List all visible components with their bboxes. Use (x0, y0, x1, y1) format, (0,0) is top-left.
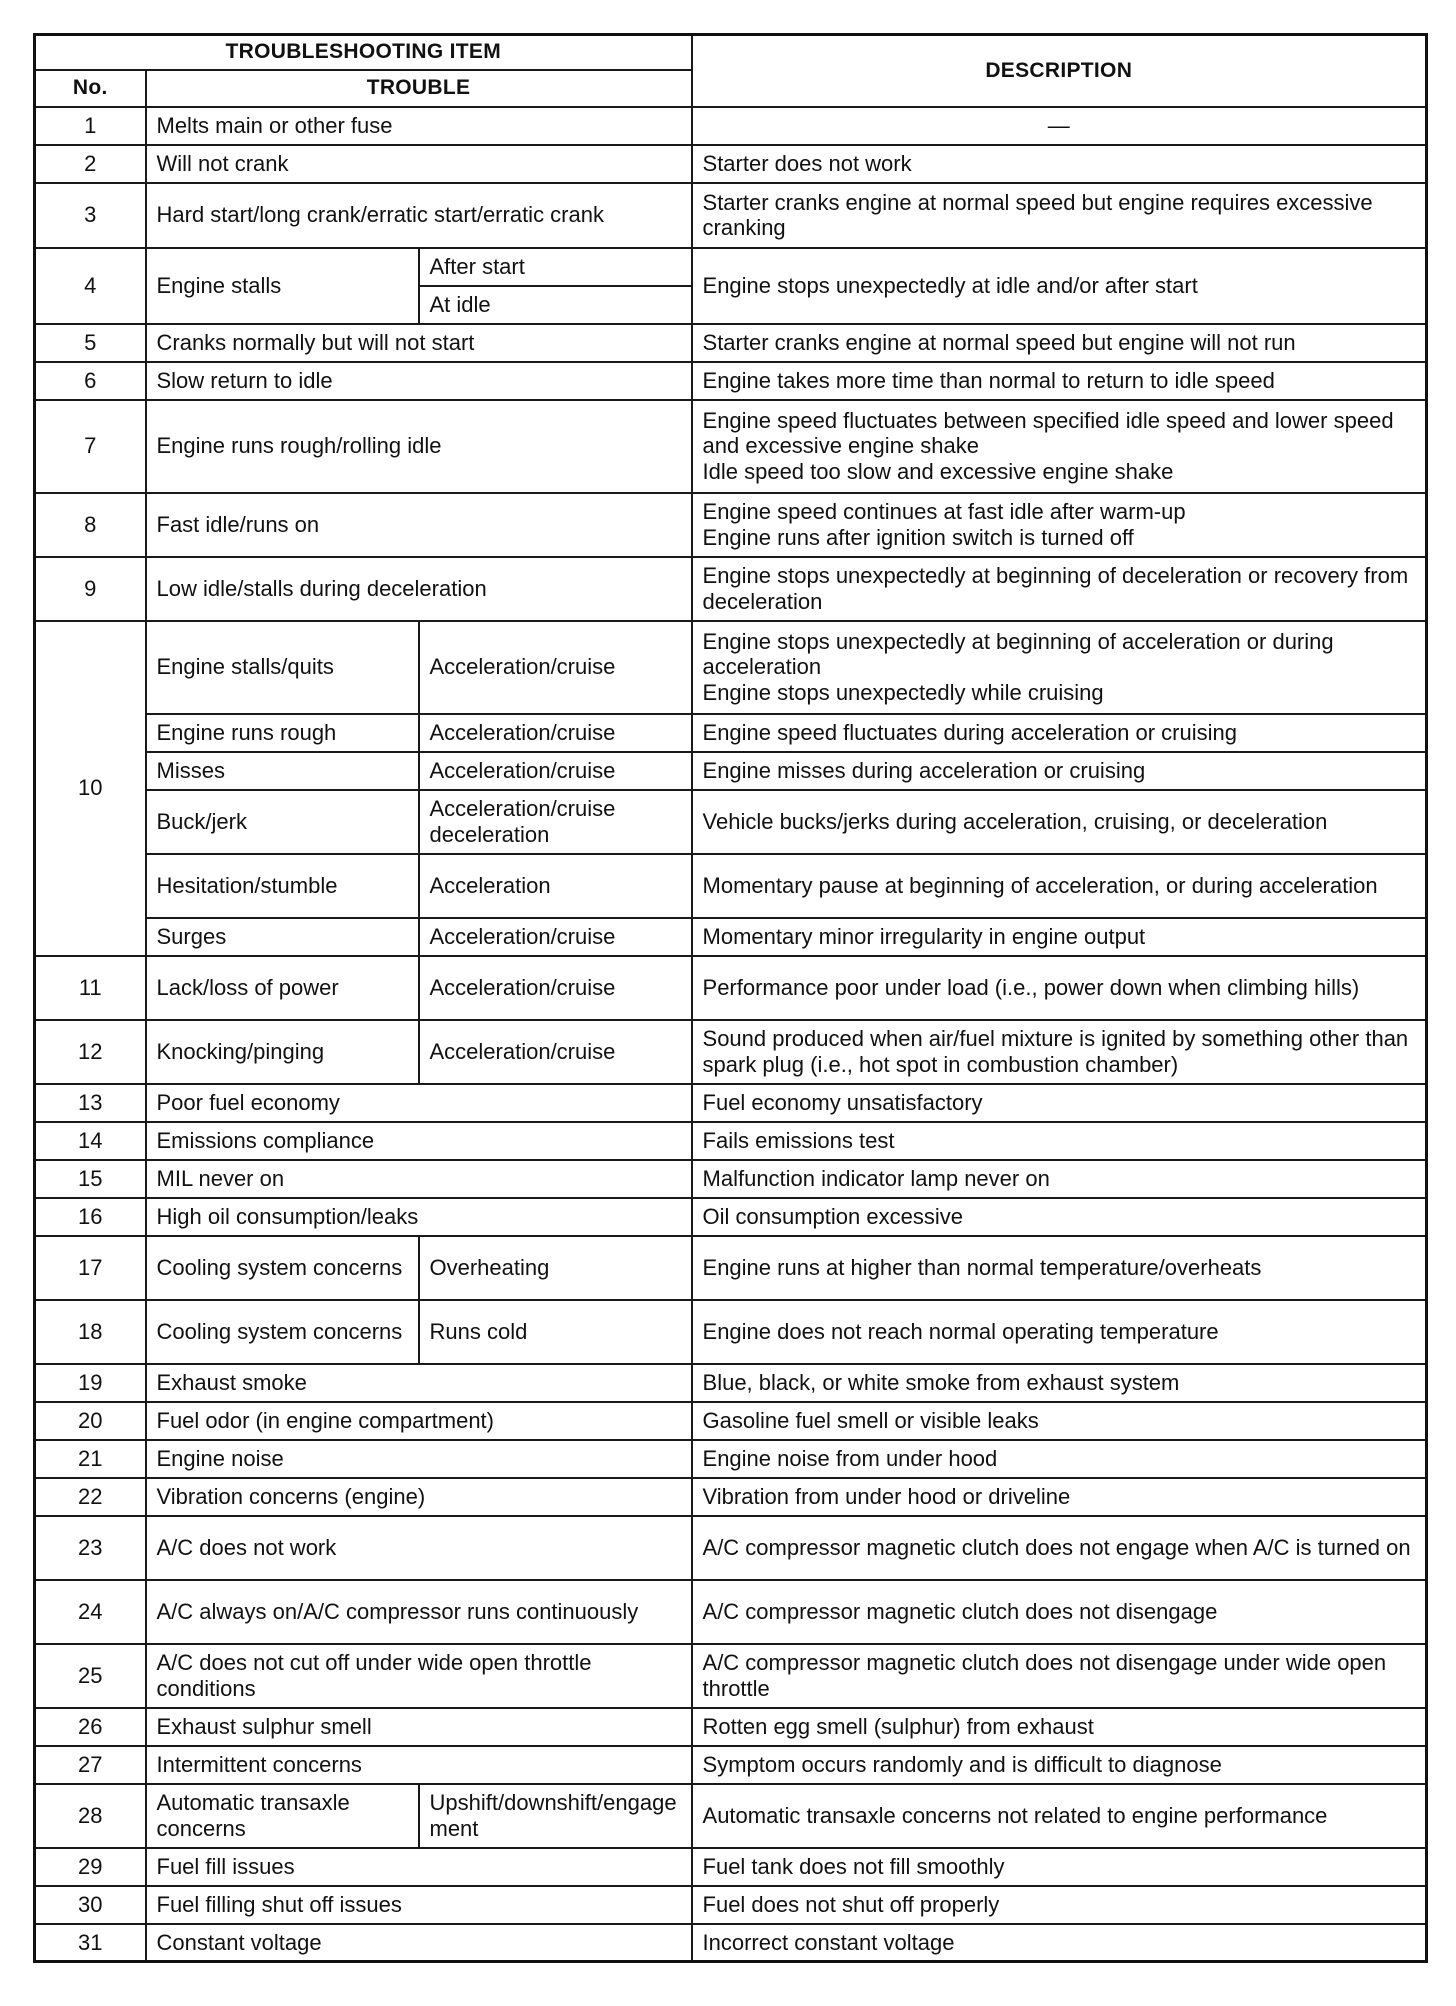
table-row (35, 1198, 1427, 1236)
trouble-cell: Fast idle/runs on (146, 493, 692, 557)
condition-cell: Upshift/downshift/engagement (419, 1784, 692, 1848)
description-cell: Momentary pause at beginning of acceleration, or during acceleration (692, 854, 1427, 918)
trouble-cell: Fuel filling shut off issues (146, 1886, 692, 1924)
description-cell (692, 621, 1427, 714)
trouble-cell: MIL never on (146, 1160, 692, 1198)
condition-cell: Acceleration/cruise deceleration (419, 790, 692, 854)
condition-cell: Acceleration (419, 854, 692, 918)
trouble-cell: Engine stalls/quits (146, 621, 419, 714)
description-cell: Sound produced when air/fuel mixture is ignited by something other than spark plug (i.e., hot spot in combustion chamber) (692, 1020, 1427, 1084)
row-number: 3 (35, 183, 146, 248)
trouble-cell: Slow return to idle (146, 362, 692, 400)
trouble-cell: Melts main or other fuse (146, 107, 692, 145)
trouble-cell: Will not crank (146, 145, 692, 183)
trouble-cell: Fuel fill issues (146, 1848, 692, 1886)
row-number: 14 (35, 1122, 146, 1160)
table-row (35, 183, 1427, 248)
table-row (35, 1516, 1427, 1580)
row-number: 19 (35, 1364, 146, 1402)
description-cell: Engine speed fluctuates during acceleration or cruising (692, 714, 1427, 752)
table-row (35, 1580, 1427, 1644)
description-cell: Engine misses during acceleration or cruising (692, 752, 1427, 790)
table-row (35, 854, 1427, 918)
table-row (35, 400, 1427, 493)
description-cell: — (692, 107, 1427, 145)
condition-cell: Acceleration/cruise (419, 621, 692, 714)
table-row (35, 956, 1427, 1020)
description-cell: Rotten egg smell (sulphur) from exhaust (692, 1708, 1427, 1746)
table-row (35, 362, 1427, 400)
table-row (35, 1746, 1427, 1784)
description-cell: Momentary minor irregularity in engine output (692, 918, 1427, 956)
trouble-cell: Lack/loss of power (146, 956, 419, 1020)
table-row (35, 1478, 1427, 1516)
description-cell: Oil consumption excessive (692, 1198, 1427, 1236)
description-cell (692, 400, 1427, 493)
troubleshooting-table (33, 33, 1428, 1963)
description-cell: Performance poor under load (i.e., power down when climbing hills) (692, 956, 1427, 1020)
trouble-cell: Intermittent concerns (146, 1746, 692, 1784)
description-cell: A/C compressor magnetic clutch does not disengage under wide open throttle (692, 1644, 1427, 1708)
row-number: 24 (35, 1580, 146, 1644)
description-cell: Fuel does not shut off properly (692, 1886, 1427, 1924)
row-number: 18 (35, 1300, 146, 1364)
trouble-cell: Low idle/stalls during deceleration (146, 557, 692, 621)
description-cell: A/C compressor magnetic clutch does not engage when A/C is turned on (692, 1516, 1427, 1580)
description-line: Engine speed continues at fast idle after warm-up (702, 499, 1186, 525)
table-row (35, 918, 1427, 956)
row-number: 22 (35, 1478, 146, 1516)
trouble-cell: Engine stalls (146, 248, 419, 324)
description-cell: Starter cranks engine at normal speed but engine requires excessive cranking (692, 183, 1427, 248)
table-row (35, 752, 1427, 790)
trouble-cell: A/C always on/A/C compressor runs continuously (146, 1580, 692, 1644)
condition-cell: Acceleration/cruise (419, 1020, 692, 1084)
row-number: 6 (35, 362, 146, 400)
description-cell: Vibration from under hood or driveline (692, 1478, 1427, 1516)
table-row (35, 1300, 1427, 1364)
description-cell: Engine runs at higher than normal temperature/overheats (692, 1236, 1427, 1300)
table-row (35, 1924, 1427, 1962)
table-row (35, 1160, 1427, 1198)
description-cell: Fuel tank does not fill smoothly (692, 1848, 1427, 1886)
trouble-cell: Constant voltage (146, 1924, 692, 1962)
table-row (35, 1440, 1427, 1478)
header-description: DESCRIPTION (692, 35, 1427, 107)
row-number: 12 (35, 1020, 146, 1084)
condition-cell: At idle (419, 286, 692, 324)
table-row (35, 714, 1427, 752)
table-row (35, 145, 1427, 183)
table-row (35, 790, 1427, 854)
table-row (35, 493, 1427, 557)
trouble-cell: Engine runs rough/rolling idle (146, 400, 692, 493)
table-row (35, 1236, 1427, 1300)
trouble-cell: Buck/jerk (146, 790, 419, 854)
trouble-cell: Poor fuel economy (146, 1084, 692, 1122)
row-number: 20 (35, 1402, 146, 1440)
row-number: 31 (35, 1924, 146, 1962)
table-row (35, 1848, 1427, 1886)
description-line: Engine speed fluctuates between specified idle speed and lower speed and excessive engine shake (702, 408, 1394, 459)
row-number: 4 (35, 248, 146, 324)
description-cell: Starter cranks engine at normal speed but engine will not run (692, 324, 1427, 362)
condition-cell: Runs cold (419, 1300, 692, 1364)
trouble-cell: Hard start/long crank/erratic start/erratic crank (146, 183, 692, 248)
trouble-cell: Cooling system concerns (146, 1300, 419, 1364)
header-troubleshooting-item: TROUBLESHOOTING ITEM (35, 35, 692, 70)
description-cell: Fuel economy unsatisfactory (692, 1084, 1427, 1122)
trouble-cell: A/C does not work (146, 1516, 692, 1580)
row-number: 27 (35, 1746, 146, 1784)
trouble-cell: Misses (146, 752, 419, 790)
description-cell: Starter does not work (692, 145, 1427, 183)
table-row (35, 107, 1427, 145)
header-trouble: TROUBLE (146, 70, 692, 107)
description-cell: Incorrect constant voltage (692, 1924, 1427, 1962)
row-number: 21 (35, 1440, 146, 1478)
row-number: 5 (35, 324, 146, 362)
description-line: Engine runs after ignition switch is turned off (702, 524, 1134, 550)
condition-cell: After start (419, 248, 692, 286)
row-number: 30 (35, 1886, 146, 1924)
row-number: 15 (35, 1160, 146, 1198)
description-cell: Engine takes more time than normal to return to idle speed (692, 362, 1427, 400)
table-row (35, 1122, 1427, 1160)
table-row (35, 1886, 1427, 1924)
description-cell: A/C compressor magnetic clutch does not disengage (692, 1580, 1427, 1644)
description-line: Engine stops unexpectedly at beginning of acceleration or during acceleration (702, 629, 1334, 680)
row-number: 16 (35, 1198, 146, 1236)
row-number: 25 (35, 1644, 146, 1708)
description-line: Idle speed too slow and excessive engine shake (702, 458, 1174, 484)
table-row (35, 1364, 1427, 1402)
row-number: 2 (35, 145, 146, 183)
table-row (35, 1020, 1427, 1084)
row-number: 26 (35, 1708, 146, 1746)
table-row (35, 557, 1427, 621)
description-cell: Symptom occurs randomly and is difficult to diagnose (692, 1746, 1427, 1784)
row-number: 17 (35, 1236, 146, 1300)
row-number: 7 (35, 400, 146, 493)
header-no: No. (35, 70, 146, 107)
table-row (35, 1402, 1427, 1440)
row-number: 8 (35, 493, 146, 557)
description-cell: Automatic transaxle concerns not related to engine performance (692, 1784, 1427, 1848)
trouble-cell: Engine runs rough (146, 714, 419, 752)
description-cell: Engine does not reach normal operating temperature (692, 1300, 1427, 1364)
description-cell (692, 493, 1427, 557)
description-cell: Malfunction indicator lamp never on (692, 1160, 1427, 1198)
condition-cell: Acceleration/cruise (419, 956, 692, 1020)
table-row (35, 1644, 1427, 1708)
trouble-cell: Emissions compliance (146, 1122, 692, 1160)
condition-cell: Acceleration/cruise (419, 714, 692, 752)
trouble-cell: Automatic transaxle concerns (146, 1784, 419, 1848)
description-cell: Engine noise from under hood (692, 1440, 1427, 1478)
table-row (35, 1084, 1427, 1122)
table-row (35, 1708, 1427, 1746)
row-number: 9 (35, 557, 146, 621)
condition-cell: Acceleration/cruise (419, 752, 692, 790)
description-cell: Engine stops unexpectedly at beginning of deceleration or recovery from deceleration (692, 557, 1427, 621)
trouble-cell: Engine noise (146, 1440, 692, 1478)
description-cell: Gasoline fuel smell or visible leaks (692, 1402, 1427, 1440)
trouble-cell: Cooling system concerns (146, 1236, 419, 1300)
row-number: 11 (35, 956, 146, 1020)
condition-cell: Overheating (419, 1236, 692, 1300)
condition-cell: Acceleration/cruise (419, 918, 692, 956)
trouble-cell: Vibration concerns (engine) (146, 1478, 692, 1516)
table-row (35, 621, 1427, 714)
trouble-cell: Exhaust smoke (146, 1364, 692, 1402)
table-row (35, 324, 1427, 362)
description-cell: Vehicle bucks/jerks during acceleration, cruising, or deceleration (692, 790, 1427, 854)
trouble-cell: Fuel odor (in engine compartment) (146, 1402, 692, 1440)
trouble-cell: Knocking/pinging (146, 1020, 419, 1084)
trouble-cell: Exhaust sulphur smell (146, 1708, 692, 1746)
table-row (35, 248, 1427, 286)
row-number: 1 (35, 107, 146, 145)
trouble-cell: Surges (146, 918, 419, 956)
row-number: 23 (35, 1516, 146, 1580)
row-number: 28 (35, 1784, 146, 1848)
row-number: 13 (35, 1084, 146, 1122)
row-number: 29 (35, 1848, 146, 1886)
description-cell: Blue, black, or white smoke from exhaust system (692, 1364, 1427, 1402)
description-line: Engine stops unexpectedly while cruising (702, 679, 1104, 705)
trouble-cell: Cranks normally but will not start (146, 324, 692, 362)
row-number: 10 (35, 621, 146, 956)
trouble-cell: Hesitation/stumble (146, 854, 419, 918)
description-cell: Engine stops unexpectedly at idle and/or after start (692, 248, 1427, 324)
table-row (35, 1784, 1427, 1848)
description-cell: Fails emissions test (692, 1122, 1427, 1160)
trouble-cell: High oil consumption/leaks (146, 1198, 692, 1236)
trouble-cell: A/C does not cut off under wide open throttle conditions (146, 1644, 692, 1708)
